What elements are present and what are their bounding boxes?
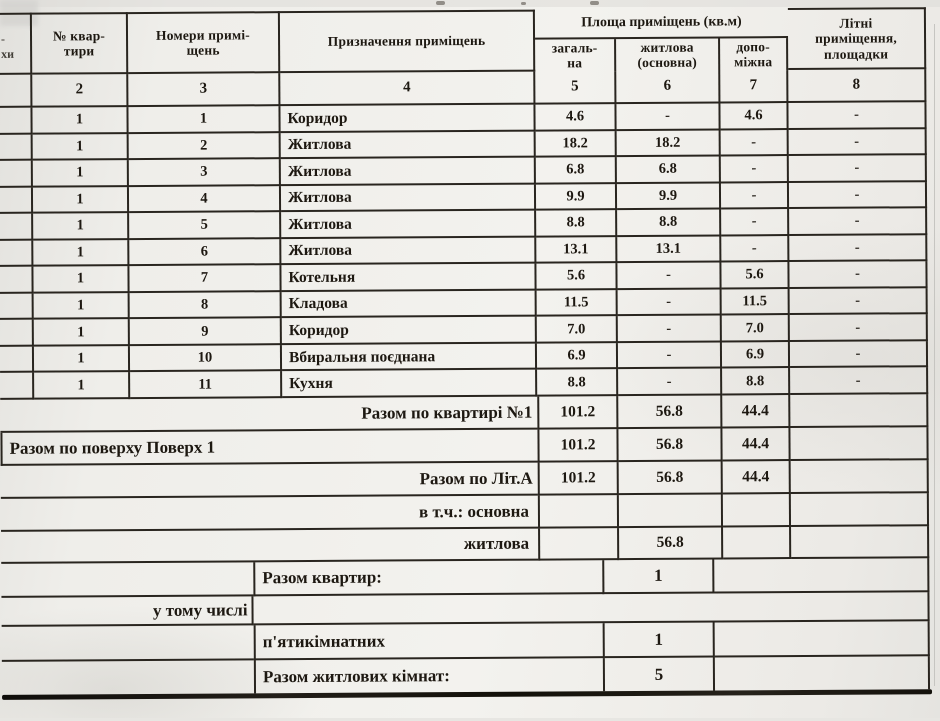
total-area-cell: 6.8: [536, 157, 617, 184]
summer-area-cell: -: [789, 155, 927, 182]
floor-living-area: 56.8: [618, 428, 722, 462]
living-area-cell: -: [618, 316, 722, 343]
total-area-cell: 7.0: [537, 316, 618, 343]
five-room-count-row: [2, 621, 930, 662]
room-number-cell: 5: [129, 212, 281, 239]
floors-sliver-cell: [0, 267, 34, 294]
living-area-cell: -: [616, 103, 720, 130]
apartment-number-cell: 1: [32, 107, 128, 134]
purpose-cell: Коридор: [282, 317, 537, 345]
apartment-number-cell: 1: [33, 134, 129, 161]
living-area-cell: -: [618, 342, 722, 369]
floors-sliver-cell: [0, 108, 33, 135]
floors-sliver-cell: [0, 214, 33, 241]
living-total-label: житлова: [1, 529, 538, 564]
aux-area-cell: 6.9: [722, 342, 790, 369]
summer-area-cell: -: [790, 368, 928, 395]
cutoff-floors-column-header: [0, 13, 32, 75]
total-area-cell: 13.1: [536, 237, 617, 264]
summer-area-cell: -: [789, 208, 927, 235]
total-area-header: загаль- на: [535, 39, 616, 71]
auxiliary-area-header: допо- міжна: [720, 38, 788, 70]
total-area-cell: 8.8: [536, 210, 617, 237]
total-area-cell: 11.5: [537, 290, 618, 317]
building-aux-area: 44.4: [723, 461, 791, 494]
aux-area-cell: 11.5: [722, 289, 790, 316]
living-area-header: житлова (основна): [616, 38, 720, 71]
living-area-cell: -: [617, 263, 721, 290]
purpose-cell: Котельня: [281, 264, 536, 292]
aux-area-cell: 7.0: [722, 315, 790, 342]
room-number-cell: 3: [129, 159, 281, 186]
area-subheaders: [535, 38, 788, 72]
room-number-cell: 4: [129, 186, 281, 213]
area-group-header: [535, 8, 788, 72]
purpose-cell: Житлова: [281, 158, 536, 186]
total-area-cell: 9.9: [536, 184, 617, 211]
floor-total-area: 101.2: [537, 429, 618, 462]
summer-premises-header: Літні приміщення, площадки: [788, 7, 926, 70]
building-living-area: 56.8: [619, 461, 723, 495]
apartment-living-area: 56.8: [618, 395, 722, 429]
column-number-cell: 4: [280, 72, 535, 107]
five-room-value: 1: [605, 623, 715, 659]
column-number-cell: 3: [128, 73, 280, 107]
purpose-cell: Житлова: [281, 131, 536, 159]
column-number-cell: 7: [720, 70, 788, 103]
summer-area-cell: -: [789, 261, 927, 288]
header-fragment-line: хи: [1, 47, 14, 62]
empty-cell: [723, 494, 791, 527]
column-number-cell: 2: [32, 74, 128, 108]
purpose-cell: Житлова: [281, 211, 536, 239]
building-total-label: Разом по Літ.А: [1, 463, 538, 499]
room-number-cell: 8: [130, 292, 282, 319]
purpose-header: Призначення приміщень: [280, 10, 535, 74]
living-rooms-label: Разом житлових кімнат:: [254, 658, 605, 693]
floors-sliver-cell: [0, 240, 33, 267]
aux-area-cell: -: [721, 183, 789, 210]
apartment-number-cell: 1: [33, 213, 129, 240]
floors-sliver-cell: [0, 161, 33, 188]
table-header-row: [0, 7, 926, 75]
purpose-cell: Кладова: [282, 290, 537, 318]
total-area-cell: 5.6: [536, 263, 617, 290]
aux-area-cell: 5.6: [721, 262, 789, 289]
floors-sliver-cell: [0, 347, 34, 374]
apartment-summer-area: [790, 394, 928, 428]
floor-total-label: Разом по поверху Поверх 1: [0, 430, 537, 466]
summer-area-cell: -: [790, 288, 928, 315]
apartments-count-value: 1: [604, 560, 714, 595]
building-total-area: 101.2: [538, 462, 619, 495]
aux-area-cell: 4.6: [720, 103, 788, 130]
apartment-total-label: Разом по квартирі №1: [0, 397, 537, 433]
apartments-count-row: [1, 558, 929, 598]
aux-area-cell: -: [721, 236, 789, 263]
summer-area-cell: -: [790, 341, 928, 368]
area-group-title: Площа приміщень (кв.м): [535, 8, 788, 40]
total-area-cell: 18.2: [536, 131, 617, 158]
summer-area-cell: -: [790, 315, 928, 342]
summer-area-cell: -: [789, 129, 927, 156]
empty-cell: [791, 526, 929, 559]
empty-cell: [715, 656, 930, 690]
including-main-label: в т.ч.: основна: [1, 496, 538, 532]
column-number-cell: 6: [616, 70, 720, 104]
room-number-cell: 9: [130, 319, 282, 346]
summer-area-cell: -: [789, 235, 927, 262]
living-rooms-value: 5: [605, 658, 715, 692]
aux-area-cell: -: [721, 209, 789, 236]
apartment-number-cell: 1: [33, 266, 129, 293]
living-area-cell: -: [618, 369, 722, 396]
room-number-cell: 1: [128, 106, 280, 133]
total-area-cell: 8.8: [537, 370, 618, 397]
apartment-number-header: № квар- тири: [32, 12, 128, 75]
spacer-cell: [2, 625, 254, 662]
floors-sliver-cell: [0, 293, 34, 320]
purpose-cell: Коридор: [280, 105, 535, 133]
empty-cell: [715, 621, 930, 657]
room-number-cell: 2: [129, 133, 281, 160]
living-area-cell: 8.8: [617, 210, 721, 237]
building-summer-area: [791, 460, 929, 494]
aux-area-cell: -: [721, 156, 789, 183]
apartment-total-area: 101.2: [537, 396, 618, 429]
summer-area-cell: -: [789, 182, 927, 209]
apartment-number-cell: 1: [33, 240, 129, 267]
living-area-cell: 9.9: [617, 183, 721, 210]
five-room-label: п'ятикімнатних: [254, 623, 605, 660]
empty-cell: [714, 558, 929, 593]
purpose-cell: Кухня: [282, 370, 537, 398]
empty-cell: [253, 592, 929, 625]
room-numbers-header: Номери примі- щень: [128, 11, 280, 74]
aux-area-cell: 8.8: [722, 369, 790, 396]
apartment-number-cell: 1: [33, 187, 129, 214]
floors-sliver-cell: [0, 320, 34, 347]
floors-sliver-cell: [0, 187, 33, 214]
including-label: у тому числі: [1, 596, 253, 627]
room-number-cell: 10: [130, 345, 282, 372]
apartment-number-cell: 1: [34, 319, 130, 346]
room-number-cell: 11: [130, 372, 282, 399]
living-total-value: 56.8: [619, 527, 723, 560]
apartments-count-label: Разом квартир:: [253, 560, 604, 596]
apartment-aux-area: 44.4: [722, 395, 790, 428]
floors-sliver-cell: [0, 373, 34, 400]
purpose-cell: Житлова: [281, 184, 536, 212]
empty-cell: [619, 494, 723, 528]
room-number-cell: 7: [129, 265, 281, 292]
spacer-cell: [1, 562, 253, 598]
aux-area-cell: -: [721, 130, 789, 157]
empty-cell: [538, 528, 619, 560]
apartment-number-cell: 1: [33, 160, 129, 187]
floor-aux-area: 44.4: [722, 428, 790, 461]
apartment-number-cell: 1: [34, 373, 130, 400]
summer-area-cell: -: [788, 102, 926, 129]
apartment-number-cell: 1: [34, 293, 130, 320]
purpose-cell: Житлова: [281, 237, 536, 265]
empty-cell: [538, 495, 619, 528]
room-number-cell: 6: [129, 239, 281, 266]
room-rows: [0, 102, 928, 400]
column-number-cell: 8: [788, 69, 926, 103]
total-area-cell: 6.9: [537, 343, 618, 370]
living-area-cell: 13.1: [617, 236, 721, 263]
empty-cell: [791, 493, 929, 527]
empty-cell: [723, 527, 791, 559]
purpose-cell: Вбиральня поєднана: [282, 344, 537, 372]
living-area-cell: 18.2: [617, 130, 721, 157]
floors-sliver-cell: [0, 134, 33, 161]
floor-summer-area: [790, 427, 928, 461]
spacer-cell: [2, 660, 254, 695]
header-fragment-line: -: [1, 32, 5, 47]
living-area-cell: -: [618, 289, 722, 316]
apartment-number-cell: 1: [34, 346, 130, 373]
total-area-cell: 4.6: [535, 104, 616, 131]
living-area-cell: 6.8: [617, 157, 721, 184]
column-number-cell: [0, 75, 32, 108]
column-number-cell: 5: [535, 71, 616, 104]
